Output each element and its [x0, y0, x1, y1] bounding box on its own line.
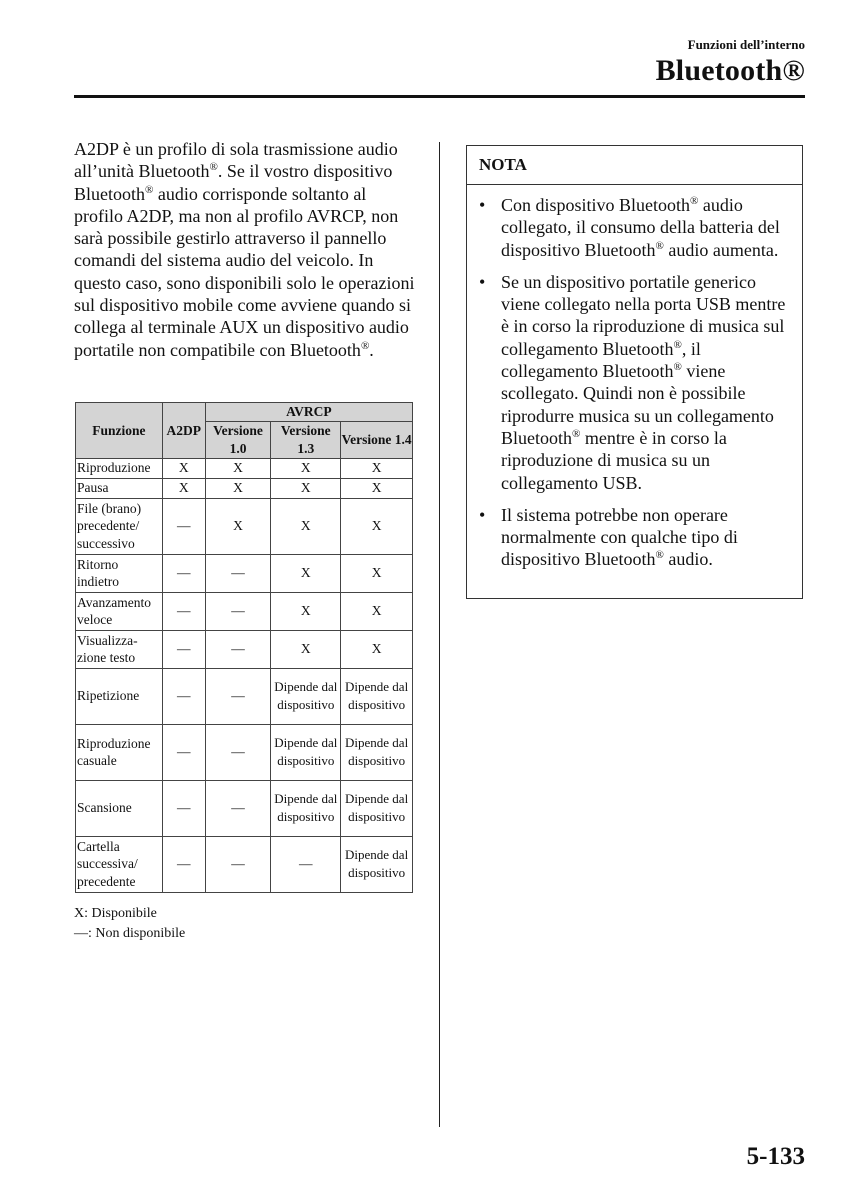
v13-cell: Dipende dal dispositivo — [271, 668, 341, 724]
table-row — [76, 630, 413, 668]
column-divider — [439, 142, 440, 1127]
feature-cell: Cartella successiva/ precedente — [76, 836, 163, 892]
v10-cell: — — [205, 724, 271, 780]
v14-cell: X — [341, 478, 413, 498]
header-avrcp: AVRCP — [205, 403, 412, 422]
note-item: • Il sistema potrebbe non operare normalmente con qualche tipo di dispositivo Bluetooth® audio. — [479, 504, 738, 570]
table-row — [76, 458, 413, 478]
v10-cell: — — [205, 630, 271, 668]
feature-cell: Ritorno indietro — [76, 554, 163, 592]
feature-cell: Ripetizione — [76, 668, 163, 724]
v14-cell: Dipende dal dispositivo — [341, 724, 413, 780]
table-row — [76, 780, 413, 836]
table-row — [76, 592, 413, 630]
note-item: • Con dispositivo Bluetooth® audio collegato, il consumo della batteria del dispositivo Bluetooth® audio aumenta. — [479, 195, 780, 260]
legend-available: X: Disponibile — [74, 906, 157, 921]
feature-cell: Visualizza- zione testo — [76, 630, 163, 668]
a2dp-cell: — — [162, 592, 205, 630]
v10-cell: X — [205, 478, 271, 498]
header-funzione: Funzione — [76, 403, 163, 459]
v13-cell: Dipende dal dispositivo — [271, 724, 341, 780]
v10-cell: — — [205, 836, 271, 892]
a2dp-cell: — — [162, 554, 205, 592]
v14-cell: Dipende dal dispositivo — [341, 780, 413, 836]
table-row — [76, 668, 413, 724]
a2dp-cell: X — [162, 458, 205, 478]
table-legend — [74, 904, 185, 944]
a2dp-cell: — — [162, 630, 205, 668]
v10-cell: — — [205, 668, 271, 724]
header-v13: Versione 1.3 — [271, 421, 341, 458]
note-heading: NOTA — [467, 146, 802, 185]
v13-cell: — — [271, 836, 341, 892]
note-box — [466, 145, 803, 599]
page-number: 5-133 — [746, 1143, 805, 1170]
v14-cell: X — [341, 592, 413, 630]
bullet-icon: • — [479, 271, 486, 292]
bullet-icon: • — [479, 504, 486, 525]
intro-paragraph: A2DP è un profilo di sola trasmissione audio all’unità Bluetooth®. Se il vostro dispositivo Bluetooth® audio corrisponde soltanto al profilo A2DP, ma non al profilo AVRCP, non sarà possibile gestirlo attraverso il pannello comandi del sistema audio del veicolo. In questo caso, sono disponibili solo le operazioni sul dispositivo mobile come avviene quando si collega al terminale AUX un dispositivo audio portatile non compatibile con Bluetooth®. — [74, 139, 415, 360]
v14-cell: X — [341, 458, 413, 478]
note-item: • Se un dispositivo portatile generico viene collegato nella porta USB mentre è in corso la riproduzione di musica sul collegamento Bluetooth®, il collegamento Bluetooth® viene scollegato. Quindi non è possibile riprodurre musica su un collegamento Bluetooth® mentre è in corso la riproduzione di musica su un collegamento USB. — [479, 271, 786, 493]
header-v14: Versione 1.4 — [341, 421, 413, 458]
feature-cell: File (brano) precedente/ successivo — [76, 498, 163, 554]
a2dp-cell: — — [162, 724, 205, 780]
feature-cell: Riproduzione — [76, 458, 163, 478]
table-row — [76, 478, 413, 498]
v13-cell: X — [271, 592, 341, 630]
legend-unavailable: —: Non disponibile — [74, 926, 186, 941]
a2dp-cell: X — [162, 478, 205, 498]
v10-cell: X — [205, 458, 271, 478]
bullet-icon: • — [479, 195, 486, 215]
table-row — [76, 836, 413, 892]
a2dp-cell: — — [162, 780, 205, 836]
v14-cell: X — [341, 630, 413, 668]
table-row — [76, 554, 413, 592]
v14-cell: Dipende dal dispositivo — [341, 668, 413, 724]
compatibility-table — [75, 402, 413, 893]
table-row — [76, 498, 413, 554]
v14-cell: X — [341, 554, 413, 592]
feature-cell: Riproduzione casuale — [76, 724, 163, 780]
v13-cell: Dipende dal dispositivo — [271, 780, 341, 836]
v13-cell: X — [271, 630, 341, 668]
feature-cell: Avanzamento veloce — [76, 592, 163, 630]
header-a2dp: A2DP — [162, 403, 205, 459]
v10-cell: — — [205, 592, 271, 630]
feature-cell: Pausa — [76, 478, 163, 498]
v13-cell: X — [271, 498, 341, 554]
v10-cell: X — [205, 498, 271, 554]
table-row — [76, 724, 413, 780]
section-title: Funzioni dell’interno — [687, 37, 805, 52]
note-list — [467, 185, 802, 571]
header-v10: Versione 1.0 — [205, 421, 271, 458]
a2dp-cell: — — [162, 836, 205, 892]
feature-cell: Scansione — [76, 780, 163, 836]
v10-cell: — — [205, 780, 271, 836]
v14-cell: X — [341, 498, 413, 554]
page-title: Bluetooth® — [655, 54, 805, 87]
header-rule — [74, 95, 805, 98]
a2dp-cell: — — [162, 668, 205, 724]
v13-cell: X — [271, 478, 341, 498]
v10-cell: — — [205, 554, 271, 592]
v13-cell: X — [271, 458, 341, 478]
a2dp-cell: — — [162, 498, 205, 554]
v13-cell: X — [271, 554, 341, 592]
table-body — [76, 458, 413, 892]
v14-cell: Dipende dal dispositivo — [341, 836, 413, 892]
